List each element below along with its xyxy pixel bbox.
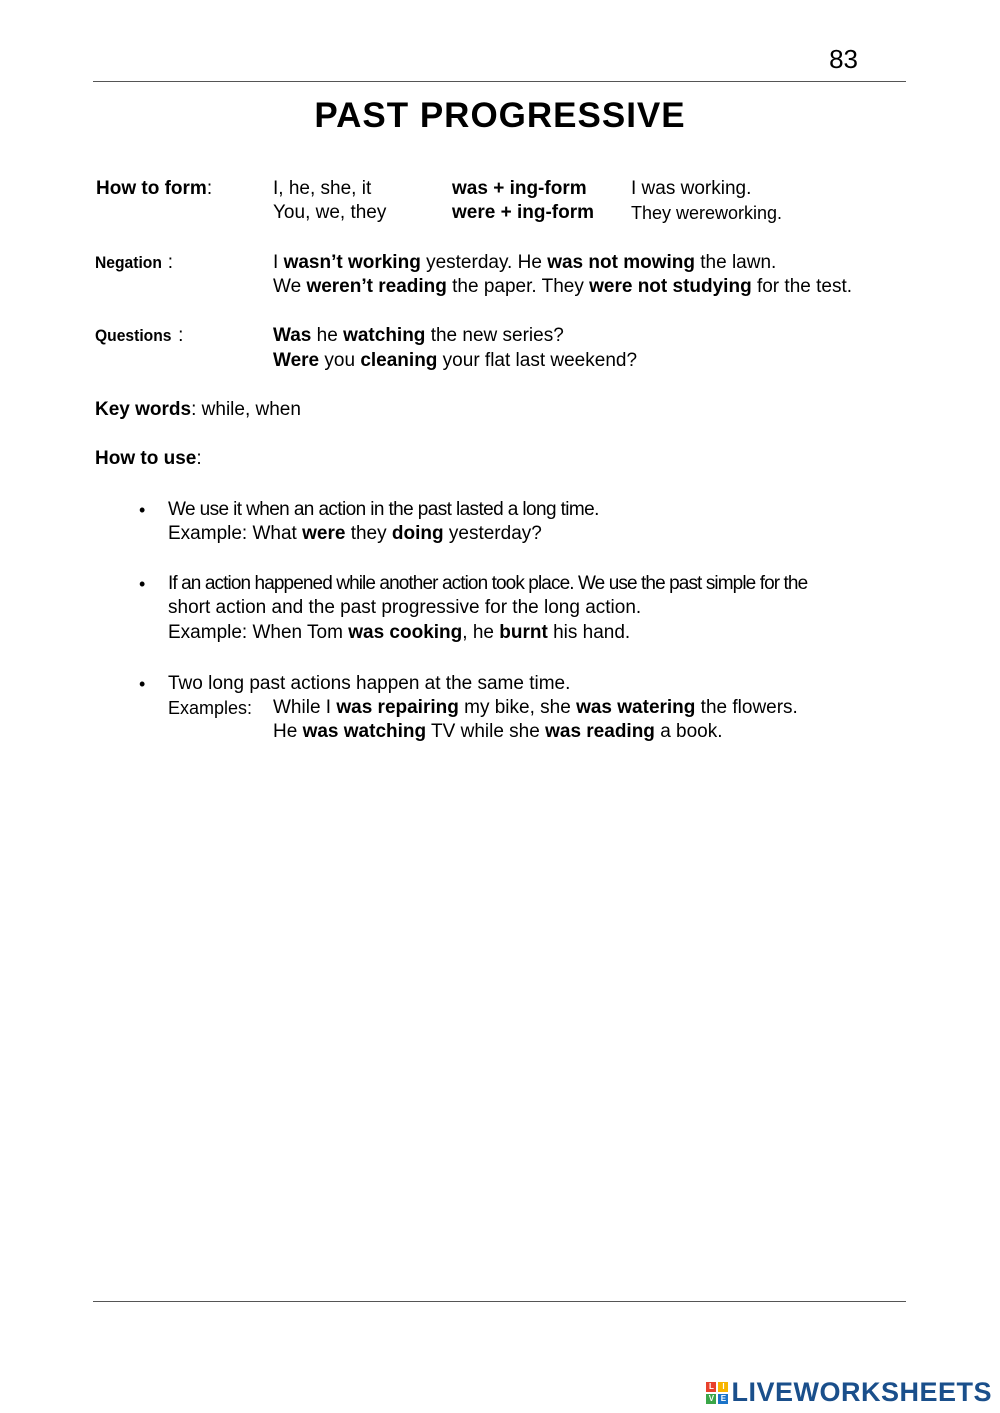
form-example-2: They wereworking. [631, 203, 783, 223]
logo-block: I [718, 1382, 728, 1392]
page-number: 83 [829, 44, 858, 74]
bottom-divider [93, 1301, 906, 1302]
bullet-3-example-2: He was watching TV while she was reading a book. [273, 721, 723, 742]
form-rule-2: were + ing-form [452, 202, 594, 223]
logo-text: LIVEWORKSHEETS [731, 1377, 992, 1407]
logo-blocks-icon [706, 1382, 728, 1404]
questions-label: Questions : [95, 325, 184, 346]
form-subjects-1: I, he, she, it [273, 178, 372, 199]
bullet-3-example-1: While I was repairing my bike, she was watering the flowers. [273, 697, 798, 718]
liveworksheets-logo [706, 1377, 992, 1408]
how-to-use-label: How to use: [95, 448, 202, 469]
bullet-icon: • [139, 500, 146, 520]
negation-label: Negation : [95, 252, 174, 273]
negation-line-2: We weren’t reading the paper. They were not studying for the test. [273, 276, 853, 297]
bullet-1-example: Example: What were they doing yesterday? [168, 523, 542, 544]
bullet-2-text: If an action happened while another action took place. We use the past simple for the [168, 573, 808, 594]
bullet-icon: • [139, 674, 146, 694]
key-words: Key words: while, when [95, 399, 301, 420]
logo-block: L [706, 1382, 716, 1392]
form-rule-1: was + ing-form [452, 178, 587, 199]
form-subjects-2: You, we, they [273, 202, 387, 223]
logo-block: V [706, 1394, 716, 1404]
bullet-3-text: Two long past actions happen at the same time. [168, 673, 571, 694]
form-label: How to form: [96, 178, 213, 199]
bullet-3-examples-label: Examples: [168, 698, 253, 718]
form-example-1: I was working. [631, 178, 752, 199]
bullet-icon: • [139, 574, 146, 594]
questions-line-1: Was he watching the new series? [273, 325, 564, 346]
negation-line-1: I wasn’t working yesterday. He was not mowing the lawn. [273, 252, 777, 273]
page-title: PAST PROGRESSIVE [314, 96, 686, 135]
questions-line-2: Were you cleaning your flat last weekend? [273, 350, 638, 371]
bullet-1-text: We use it when an action in the past lasted a long time. [168, 499, 599, 520]
bullet-2-example: Example: When Tom was cooking, he burnt his hand. [168, 622, 631, 643]
bullet-2-text-cont: short action and the past progressive for the long action. [168, 597, 642, 618]
top-divider [93, 81, 906, 82]
logo-block: E [718, 1394, 728, 1404]
